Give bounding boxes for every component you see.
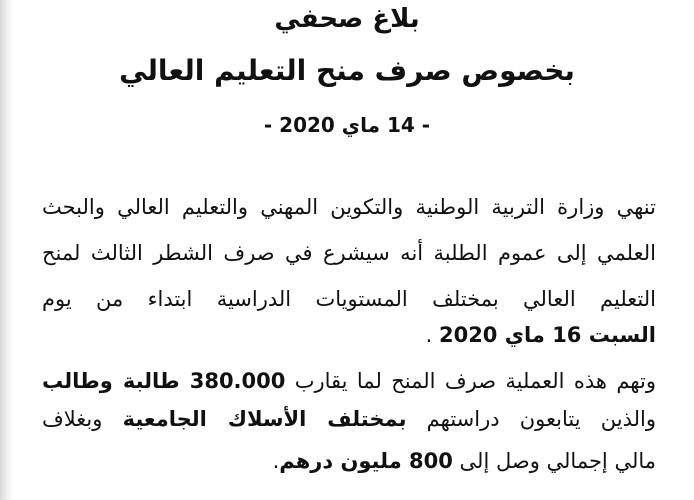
document-title: بلاغ صحفي xyxy=(274,4,420,34)
start-date-bold: السبت 16 ماي 2020 xyxy=(438,323,656,347)
paragraph-2-line-3 xyxy=(42,446,656,476)
students-count-bold: 380.000 طالبة وطالب xyxy=(42,369,286,393)
paragraph-2-line-1 xyxy=(42,366,656,396)
paragraph-2-line-3-end: . xyxy=(272,449,280,473)
paragraph-1-line-2: العلمي إلى عموم الطلبة أنه سيشرع في صرف الشطر الثالث لمنح xyxy=(42,241,656,265)
paragraph-2-line-2-start: والذين يتابعون دراستهم xyxy=(406,407,657,431)
budget-amount-bold: 800 مليون درهم xyxy=(279,449,453,473)
document-date: - 14 ماي 2020 - xyxy=(263,113,431,137)
document-subtitle: بخصوص صرف منح التعليم العالي xyxy=(119,54,575,87)
paragraph-2-line-2-end: وبغلاف xyxy=(42,407,123,431)
paragraph-1-line-3: التعليم العالي بمختلف المستويات الدراسية ابتداء من يوم xyxy=(42,287,656,311)
paragraph-2-line-2 xyxy=(42,404,656,434)
university-tracks-bold: بمختلف الأسلاك الجامعية xyxy=(122,407,407,431)
paragraph-1-line-4-end: . xyxy=(425,323,439,347)
paragraph-1-line-1: تنهي وزارة التربية الوطنية والتكوين المهني والتعليم العالي والبحث xyxy=(42,195,656,219)
paragraph-1-line-4 xyxy=(42,320,656,350)
paragraph-2-line-3-start: مالي إجمالي وصل إلى xyxy=(452,449,656,473)
paragraph-2-line-1-start: وتهم هذه العملية صرف المنح لما يقارب xyxy=(285,369,656,393)
